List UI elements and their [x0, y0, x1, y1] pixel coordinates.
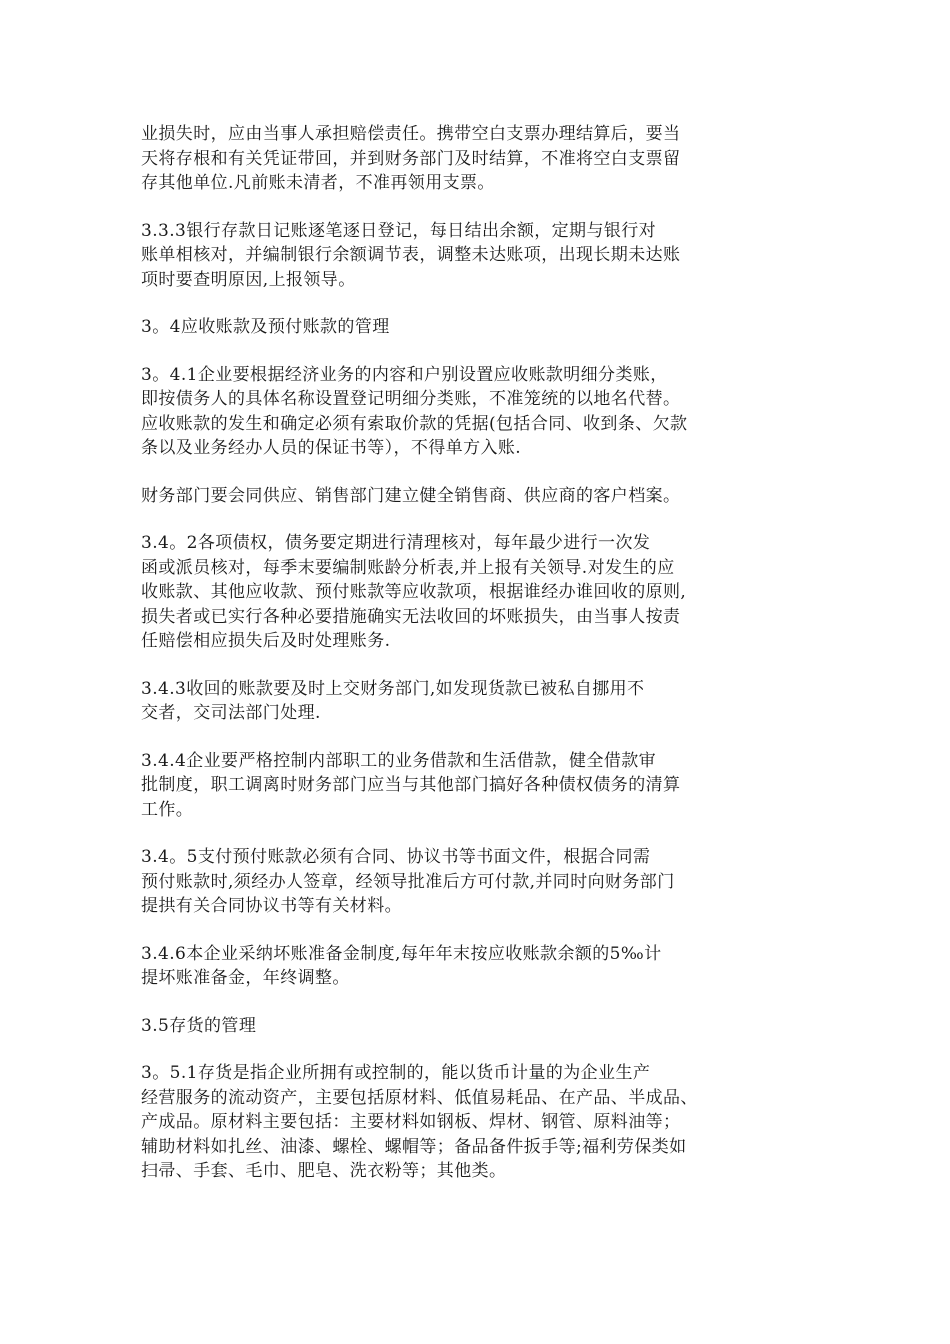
paragraph: 3。5.1存货是指企业所拥有或控制的，能以货币计量的为企业生产 经营服务的流动资产，主要包括原材料、低值易耗品、在产品、半成品、 产成品。原材料主要包括：主要材料如钢板、焊材、钢管、原料油等； 辅助材料如扎丝、油漆、螺栓、螺帽等；备品备件扳手等;福利劳保类如 扫帚、手套、毛巾、肥皂、洗衣粉等；其他类。: [141, 1063, 698, 1181]
paragraph: 3.4.6本企业采纳坏账准备金制度,每年年末按应收账款余额的5‰计 提坏账准备金，年终调整。: [141, 943, 662, 988]
paragraph: 业损失时，应由当事人承担赔偿责任。携带空白支票办理结算后，要当 天将存根和有关凭证带回，并到财务部门及时结算，不准将空白支票留 存其他单位.凡前账未清者，不准再领用支票。: [141, 124, 681, 193]
paragraph: 3.4.3收回的账款要及时上交财务部门,如发现货款已被私自挪用不 交者，交司法部门处理.: [141, 678, 645, 723]
paragraph: 3.3.3银行存款日记账逐笔逐日登记，每日结出余额，定期与银行对 账单相核对，并编制银行余额调节表，调整未达账项，出现长期未达账 项时要查明原因,上报领导。: [141, 220, 681, 290]
paragraph: 财务部门要会同供应、销售部门建立健全销售商、供应商的客户档案。: [141, 485, 681, 506]
document-body: [141, 122, 831, 1207]
paragraph: 3。4.1企业要根据经济业务的内容和户别设置应收账款明细分类账， 即按债务人的具体名称设置登记明细分类账，不准笼统的以地名代替。 应收账款的发生和确定必须有索取价款的凭据(包括合同、收到条、欠款 条以及业务经办人员的保证书等），不得单方入账.: [141, 364, 688, 458]
paragraph: 3.4.4企业要严格控制内部职工的业务借款和生活借款，健全借款审 批制度，职工调离时财务部门应当与其他部门搞好各种债权债务的清算 工作。: [141, 750, 681, 820]
paragraph: 3.4。5支付预付账款必须有合同、协议书等书面文件，根据合同需 预付账款时,须经办人签章，经领导批准后方可付款,并同时向财务部门 提拱有关合同协议书等有关材料。: [141, 847, 675, 916]
section-heading: 3。4应收账款及预付账款的管理: [141, 317, 390, 337]
section-heading: 3.5存货的管理: [141, 1015, 257, 1036]
paragraph: 3.4。2各项债权，债务要定期进行清理核对，每年最少进行一次发 函或派员核对，每季末要编制账龄分析表,并上报有关领导.对发生的应 收账款、其他应收款、预付账款等应收款项，根据谁经办谁回收的原则, 损失者或已实行各种必要措施确实无法收回的坏账损失，由当事人按责 任赔偿相应损失后及时处理账务.: [141, 533, 687, 651]
